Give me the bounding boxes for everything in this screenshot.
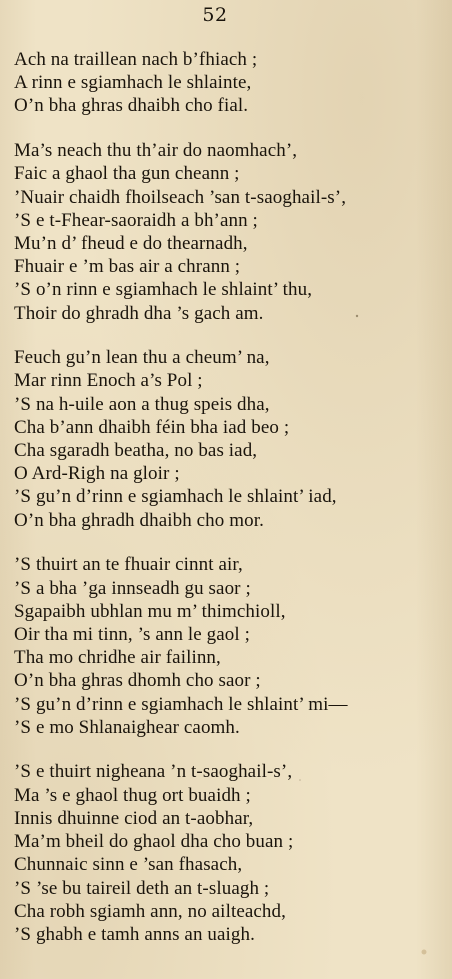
verse-line: ’S na h-uile aon a thug speis dha, [14, 393, 270, 415]
verse-line: Sgapaibh ubhlan mu m’ thimchioll, [14, 600, 286, 622]
verse-line: ’S thuirt an te fhuair cinnt air, [14, 554, 243, 576]
verse-line: Ma’m bheil do ghaol dha cho buan ; [14, 831, 294, 853]
verse-line: Mu’n d’ fheud e do thearnadh, [14, 232, 248, 254]
verse-line: O’n bha ghradh dhaibh cho mor. [14, 509, 264, 531]
stanza-3 [14, 346, 444, 532]
verse-line: ’S gu’n d’rinn e sgiamhach le shlaint’ iad, [14, 486, 337, 508]
verse-line: O’n bha ghras dhomh cho saor ; [14, 670, 261, 692]
stanza-4 [14, 553, 444, 739]
verse-line: Oir tha mi tinn, ’s ann le gaol ; [14, 623, 251, 645]
verse-line: O’n bha ghras dhaibh cho fial. [14, 95, 249, 117]
verse-line: ’S ghabh e tamh anns an uaigh. [14, 923, 255, 945]
verse-line: Chunnaic sinn e ’san fhasach, [14, 854, 243, 876]
verse-line: ’S ’se bu taireil deth an t-sluagh ; [14, 877, 270, 899]
stanza-5 [14, 760, 444, 946]
page-number: 52 [202, 4, 228, 26]
verse-line: Faic a ghaol tha gun cheann ; [14, 163, 240, 185]
verse-line: Feuch gu’n lean thu a cheum’ na, [14, 347, 270, 369]
verse-line: A rinn e sgiamhach le shlainte, [14, 72, 252, 94]
verse-line: Cha b’ann dhaibh féin bha iad beo ; [14, 416, 290, 438]
verse-line: ’S e mo Shlanaighear caomh. [14, 716, 240, 738]
verse-line: Tha mo chridhe air failinn, [14, 647, 221, 669]
verse-line: ’S e t-Fhear-saoraidh a bh’ann ; [14, 209, 258, 231]
verse-line: Ma ’s e ghaol thug ort buaidh ; [14, 784, 251, 806]
verse-line: Ach na traillean nach b’fhiach ; [14, 49, 258, 70]
verse-line: O Ard-Righ na gloir ; [14, 463, 180, 485]
stanza-1 [14, 48, 444, 118]
verse-line: Cha sgaradh beatha, no bas iad, [14, 440, 258, 462]
poem-body [14, 48, 444, 968]
verse-line: ’S a bha ’ga innseadh gu saor ; [14, 577, 251, 599]
verse-line: ’Nuair chaidh fhoilseach ’san t-saoghail-s’, [14, 186, 347, 208]
verse-line: Mar rinn Enoch a’s Pol ; [14, 370, 203, 392]
verse-line: ’S e thuirt nigheana ’n t-saoghail-s’, [14, 761, 293, 783]
verse-line: ’S o’n rinn e sgiamhach le shlaint’ thu, [14, 279, 313, 301]
verse-line: Thoir do ghradh dha ’s gach am. [14, 302, 264, 324]
verse-line: Innis dhuinne ciod an t-aobhar, [14, 807, 254, 829]
stanza-2 [14, 139, 444, 325]
verse-line: Ma’s neach thu th’air do naomhach’, [14, 140, 298, 162]
verse-line: ’S gu’n d’rinn e sgiamhach le shlaint’ mi— [14, 693, 348, 715]
verse-line: Cha robh sgiamh ann, no ailteachd, [14, 900, 286, 922]
verse-line: Fhuair e ’m bas air a chrann ; [14, 256, 241, 278]
